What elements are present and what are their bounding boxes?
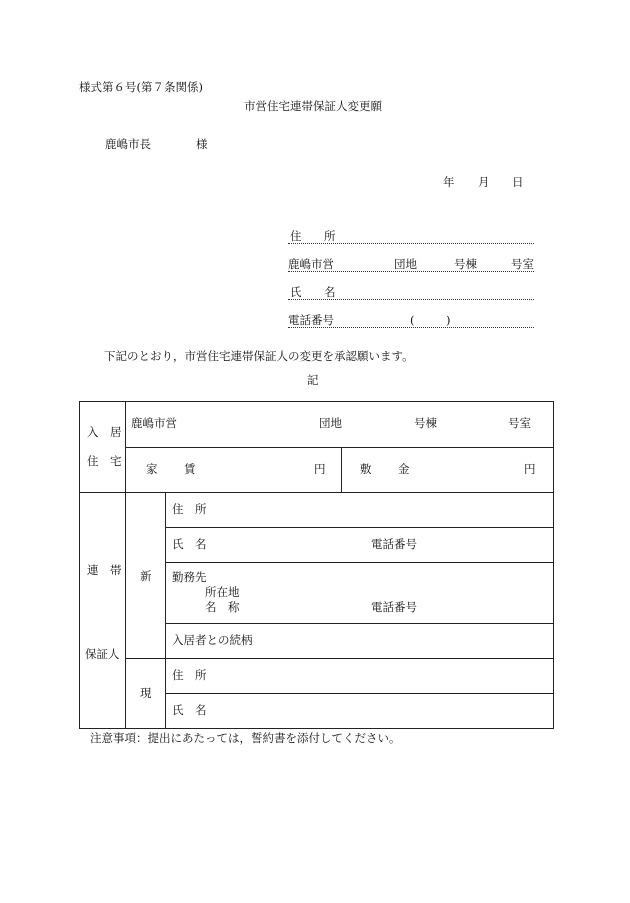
applicant-housing-prefix: 鹿嶋市営 [288, 257, 334, 271]
residence-goto: 号棟 [414, 416, 437, 430]
rent-cell[interactable] [126, 448, 342, 493]
new-work-phone-label: 電話番号 [371, 600, 417, 614]
residence-label-cell [80, 402, 126, 493]
form-title: 市営住宅連帯保証人変更願 [244, 99, 382, 113]
guarantor-label-top: 連 帯 [87, 562, 122, 577]
deposit-label-1: 敷 [360, 462, 372, 476]
applicant-phone-close: ) [446, 313, 451, 327]
applicant-address-label-2: 所 [324, 229, 336, 243]
deposit-label-2: 金 [398, 462, 410, 476]
rent-label-2: 賃 [184, 462, 196, 476]
guarantor-label-bottom: 保証人 [85, 646, 120, 661]
current-name-label: 氏 名 [172, 703, 207, 717]
ki-label: 記 [307, 373, 319, 387]
applicant-housing-line[interactable] [288, 271, 534, 272]
new-label: 新 [140, 568, 152, 583]
note-text: 注意事項：提出にあたっては，誓約書を添付してください。 [90, 731, 401, 745]
residence-housing-prefix: 鹿嶋市営 [131, 416, 177, 430]
rent-label-1: 家 [146, 462, 158, 476]
residence-label-bottom: 住 宅 [87, 453, 122, 468]
new-phone-label: 電話番号 [371, 537, 417, 551]
date-month: 月 [478, 175, 490, 189]
applicant-housing-goshitsu: 号室 [511, 257, 534, 271]
request-text: 下記のとおり，市営住宅連帯保証人の変更を承認願います。 [104, 349, 414, 363]
guarantor-label-cell [80, 493, 126, 729]
applicant-address-line[interactable] [288, 243, 534, 244]
new-work-name-label: 名 称 [205, 600, 240, 614]
applicant-housing-danchi: 団地 [394, 257, 417, 271]
new-work-location-label: 所在地 [205, 585, 240, 599]
current-address-label: 住 所 [172, 668, 207, 682]
new-address-cell[interactable] [166, 493, 554, 528]
new-name-cell[interactable] [166, 528, 554, 563]
new-workplace-label: 勤務先 [172, 570, 207, 584]
new-relation-cell[interactable] [166, 624, 554, 659]
current-label-cell [126, 659, 166, 729]
addressee-honorific: 様 [196, 137, 208, 151]
applicant-name-line[interactable] [288, 299, 534, 300]
applicant-address-label-1: 住 [290, 229, 302, 243]
applicant-name-label-2: 名 [324, 285, 336, 299]
form-table [79, 401, 554, 729]
new-label-cell [126, 493, 166, 659]
new-workplace-cell[interactable] [166, 563, 554, 624]
deposit-cell[interactable] [342, 448, 554, 493]
date-day: 日 [512, 175, 524, 189]
current-label: 現 [140, 685, 152, 700]
residence-label-top: 入 居 [87, 424, 122, 439]
residence-housing-cell[interactable] [126, 402, 554, 448]
residence-danchi: 団地 [319, 416, 342, 430]
new-name-label: 氏 名 [172, 537, 207, 551]
applicant-name-label-1: 氏 [290, 285, 302, 299]
applicant-housing-goto: 号棟 [454, 257, 477, 271]
date-year: 年 [443, 175, 455, 189]
new-address-label: 住 所 [172, 502, 207, 516]
rent-unit: 円 [314, 462, 326, 476]
deposit-unit: 円 [524, 462, 536, 476]
current-address-cell[interactable] [166, 659, 554, 694]
new-relation-label: 入居者との続柄 [172, 633, 253, 647]
form-number: 様式第６号(第７条関係) [79, 80, 203, 94]
addressee-name: 鹿嶋市長 [105, 137, 151, 151]
applicant-phone-label: 電話番号 [288, 313, 334, 327]
applicant-phone-line[interactable] [288, 327, 534, 328]
current-name-cell[interactable] [166, 694, 554, 729]
applicant-phone-open: ( [410, 313, 415, 327]
residence-goshitsu: 号室 [508, 416, 531, 430]
